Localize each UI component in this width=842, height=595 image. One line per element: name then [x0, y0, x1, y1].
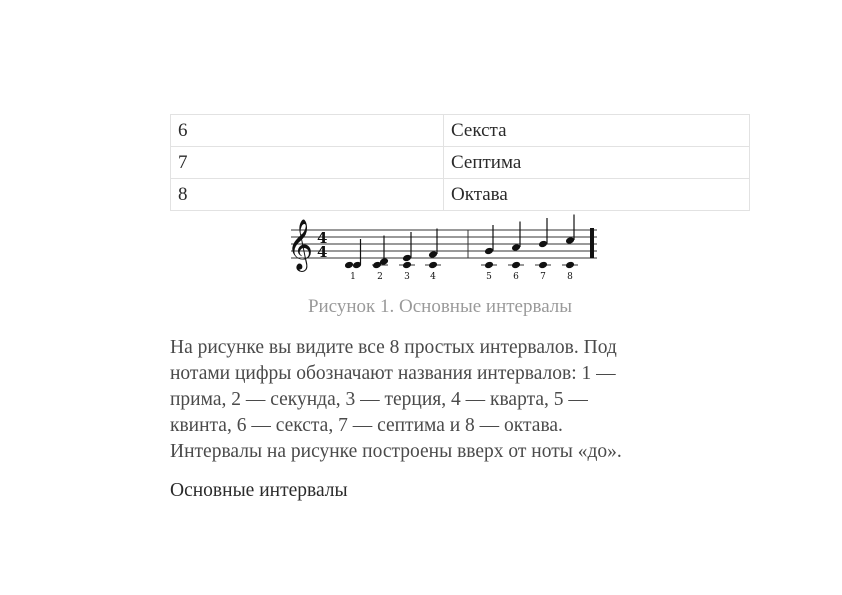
note-head: [402, 261, 412, 270]
section-heading: Основные интервалы: [170, 480, 348, 501]
paragraph-line: Интервалы на рисунке построены вверх от ноты «до».: [170, 441, 622, 462]
intervals-table: [170, 114, 750, 211]
interval-chord: [372, 236, 389, 270]
note-head: [565, 261, 575, 270]
table-cell-number: 6: [171, 115, 444, 147]
interval-number-labels: [350, 272, 573, 282]
time-signature-top: 4: [317, 229, 328, 247]
interval-number-label: 3: [404, 272, 410, 282]
table-cell-number: 7: [171, 147, 444, 179]
note-head: [344, 261, 354, 270]
time-signature-bottom: 4: [317, 243, 328, 261]
note-head: [428, 261, 438, 270]
paragraph-line: прима, 2 — секунда, 3 — терция, 4 — кварта, 5 —: [170, 389, 588, 410]
treble-clef-icon: 𝄞: [287, 219, 314, 270]
paragraph-line: квинта, 6 — секста, 7 — септима и 8 — октава.: [170, 415, 563, 436]
interval-chord: [481, 225, 497, 269]
table-cell-name: Септима: [444, 147, 750, 179]
note-head: [538, 261, 548, 270]
interval-number-label: 7: [540, 272, 546, 282]
interval-chord: [508, 222, 524, 270]
table-cell-name: Октава: [444, 179, 750, 211]
staff-lines: [291, 230, 597, 258]
table-row: [171, 115, 750, 147]
paragraph-line: нотами цифры обозначают названия интервалов: 1 —: [170, 363, 616, 384]
figure-caption: Рисунок 1. Основные интервалы: [307, 296, 573, 317]
table-cell-number: 8: [171, 179, 444, 211]
table-row: [171, 147, 750, 179]
table-row: [171, 179, 750, 211]
music-staff-figure: [281, 212, 601, 288]
interval-number-label: 2: [377, 272, 383, 282]
interval-number-label: 4: [430, 272, 436, 282]
interval-number-label: 6: [513, 272, 519, 282]
table-cell-name: Секста: [444, 115, 750, 147]
interval-number-label: 8: [567, 272, 573, 282]
interval-number-label: 1: [350, 272, 356, 282]
notes-layer: [344, 215, 578, 270]
body-paragraph: [170, 335, 700, 465]
paragraph-line: На рисунке вы видите все 8 простых интервалов. Под: [170, 337, 617, 358]
interval-chord: [425, 229, 441, 270]
interval-number-label: 5: [486, 272, 492, 282]
note-head: [511, 261, 521, 270]
interval-chord: [562, 215, 578, 270]
note-head: [484, 261, 494, 270]
music-staff-image: [281, 212, 601, 288]
